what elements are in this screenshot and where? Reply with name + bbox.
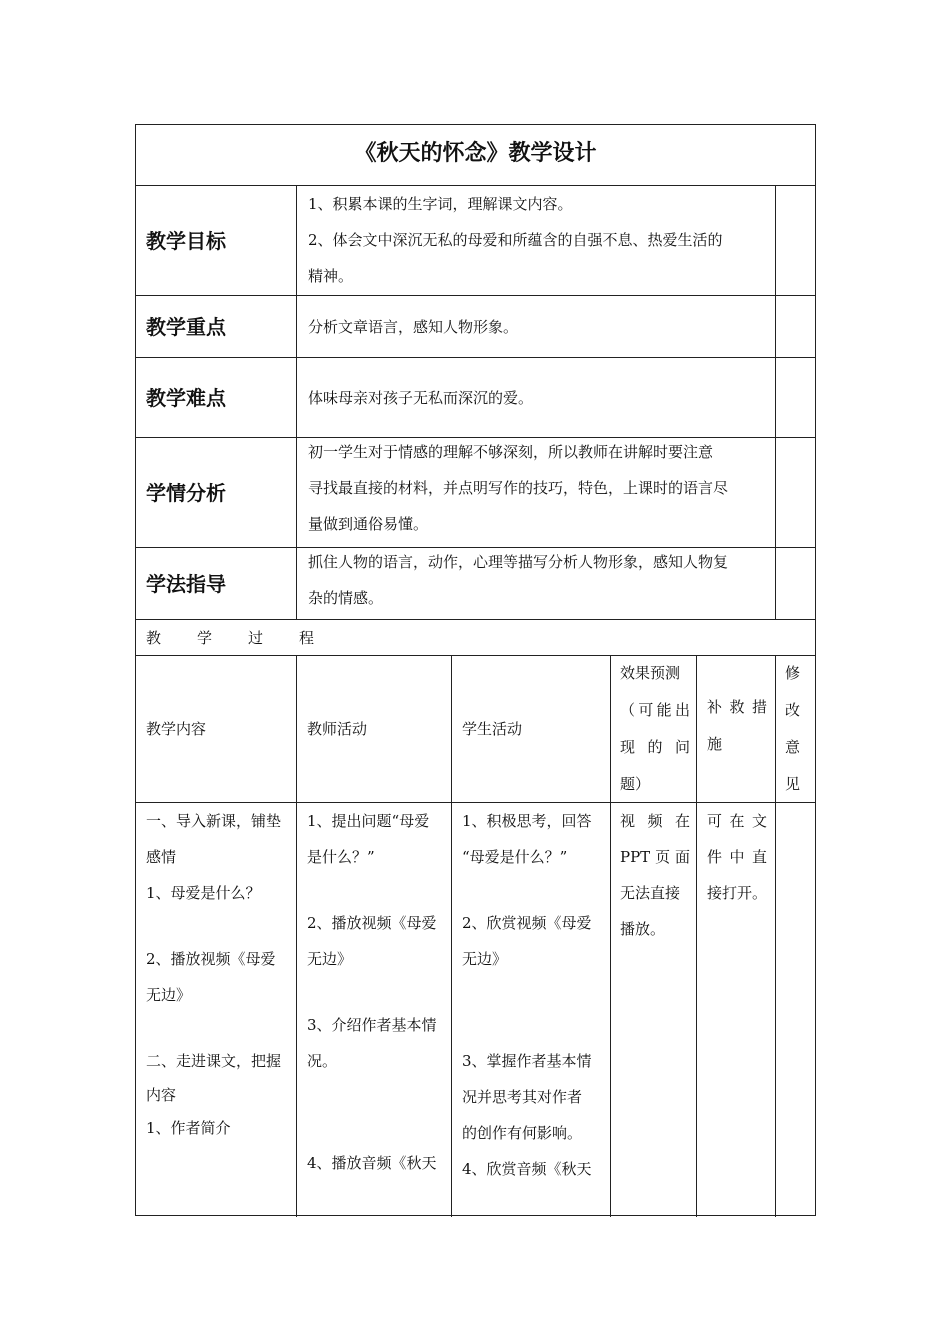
student-line: “母爱是什么？” xyxy=(462,848,568,866)
content-line: 一、导入新课，铺垫 xyxy=(146,812,282,830)
remedy-line: 件中直 xyxy=(707,848,767,866)
divider xyxy=(451,655,452,1217)
header-effect-line: 现的问 xyxy=(620,738,690,756)
student-line xyxy=(462,977,608,1007)
analysis-line: 初一学生对于情感的理解不够深刻，所以教师在讲解时要注意 xyxy=(308,443,714,461)
method-label: 学法指导 xyxy=(146,571,226,596)
divider xyxy=(136,619,815,620)
teacher-line: 1、提出问题“母爱 xyxy=(307,812,430,830)
student-line: 的创作有何影响。 xyxy=(462,1124,583,1142)
remedy-line: 接打开。 xyxy=(707,884,768,902)
content-line: 二、走进课文，把握 xyxy=(146,1052,282,1070)
difficulty-label: 教学难点 xyxy=(146,385,226,410)
student-line: 况并思考其对作者 xyxy=(462,1088,583,1106)
effect-line: 播放。 xyxy=(620,920,666,938)
teacher-line xyxy=(307,1115,449,1145)
content-line: 1、作者简介 xyxy=(146,1119,231,1137)
content-line: 2、播放视频《母爱 xyxy=(146,950,276,968)
content-column xyxy=(146,803,294,1145)
teacher-line: 3、介绍作者基本情 xyxy=(307,1016,437,1034)
goal-label: 教学目标 xyxy=(146,228,226,253)
divider xyxy=(136,655,815,656)
teacher-line xyxy=(307,875,449,905)
header-revise xyxy=(785,655,805,803)
header-revise-line: 修 xyxy=(785,664,801,682)
header-effect-line: 题） xyxy=(620,775,651,793)
content-line xyxy=(146,1013,294,1043)
student-line: 4、欣赏音频《秋天 xyxy=(462,1160,592,1178)
teacher-line: 是什么？” xyxy=(307,848,375,866)
header-revise-line: 改 xyxy=(785,701,801,719)
content-line: 1、母爱是什么？ xyxy=(146,884,261,902)
remedy-line: 可在文 xyxy=(707,812,767,830)
student-line: 1、积极思考，回答 xyxy=(462,812,592,830)
effect-column xyxy=(620,803,690,947)
process-label: 教学过程 xyxy=(146,629,351,647)
content-line: 无边》 xyxy=(146,986,192,1004)
teacher-line: 4、播放音频《秋天 xyxy=(307,1154,437,1172)
header-revise-line: 意 xyxy=(785,738,801,756)
student-line xyxy=(462,875,608,905)
effect-line: 视频在 xyxy=(620,812,690,830)
student-line: 2、欣赏视频《母爱 xyxy=(462,914,592,932)
header-effect xyxy=(620,655,690,802)
lesson-plan-table xyxy=(135,124,816,1216)
goal-text xyxy=(308,186,774,295)
divider xyxy=(775,655,776,1217)
method-line: 抓住人物的语言，动作，心理等描写分析人物形象，感知人物复 xyxy=(308,553,729,571)
divider xyxy=(696,655,697,1217)
difficulty-text: 体味母亲对孩子无私而深沉的爱。 xyxy=(308,388,534,407)
teacher-line xyxy=(307,1079,449,1115)
divider xyxy=(296,655,297,1217)
header-remedy xyxy=(707,689,767,763)
teacher-column xyxy=(307,803,449,1181)
student-line xyxy=(462,1007,608,1043)
header-effect-line: （可能出 xyxy=(620,701,690,719)
teacher-line xyxy=(307,977,449,1007)
teacher-line: 况。 xyxy=(307,1052,338,1070)
remedy-column xyxy=(707,803,767,911)
header-remedy-line: 补救措 xyxy=(707,698,767,716)
divider xyxy=(296,185,297,619)
analysis-text xyxy=(308,434,774,547)
teacher-line: 无边》 xyxy=(307,950,353,968)
analysis-line: 量做到通俗易懂。 xyxy=(308,515,429,533)
student-line: 无边》 xyxy=(462,950,508,968)
content-line: 内容 xyxy=(146,1086,177,1104)
divider xyxy=(610,655,611,1217)
effect-line: 无法直接 xyxy=(620,884,681,902)
focus-text: 分析文章语言，感知人物形象。 xyxy=(308,317,519,336)
page-title: 《秋天的怀念》教学设计 xyxy=(354,141,597,166)
goal-line: 1、积累本课的生字词，理解课文内容。 xyxy=(308,195,573,213)
header-student: 学生活动 xyxy=(462,720,523,738)
analysis-line: 寻找最直接的材料，并点明写作的技巧，特色，上课时的语言尽 xyxy=(308,479,729,497)
header-effect-line: 效果预测 xyxy=(620,664,681,682)
content-line xyxy=(146,911,294,941)
header-remedy-line: 施 xyxy=(707,735,723,753)
header-revise-line: 见 xyxy=(785,775,801,793)
content-line: 感情 xyxy=(146,848,177,866)
header-teacher: 教师活动 xyxy=(307,720,368,738)
goal-line: 精神。 xyxy=(308,267,354,285)
teacher-line: 2、播放视频《母爱 xyxy=(307,914,437,932)
method-text xyxy=(308,544,774,619)
analysis-label: 学情分析 xyxy=(146,480,226,505)
divider xyxy=(775,185,776,619)
goal-line: 2、体会文中深沉无私的母爱和所蕴含的自强不息、热爱生活的 xyxy=(308,231,723,249)
effect-line: PPT页面 xyxy=(620,848,690,866)
header-content: 教学内容 xyxy=(146,720,207,738)
student-line: 3、掌握作者基本情 xyxy=(462,1052,592,1070)
method-line: 杂的情感。 xyxy=(308,589,384,607)
focus-label: 教学重点 xyxy=(146,314,226,339)
student-column xyxy=(462,803,608,1187)
